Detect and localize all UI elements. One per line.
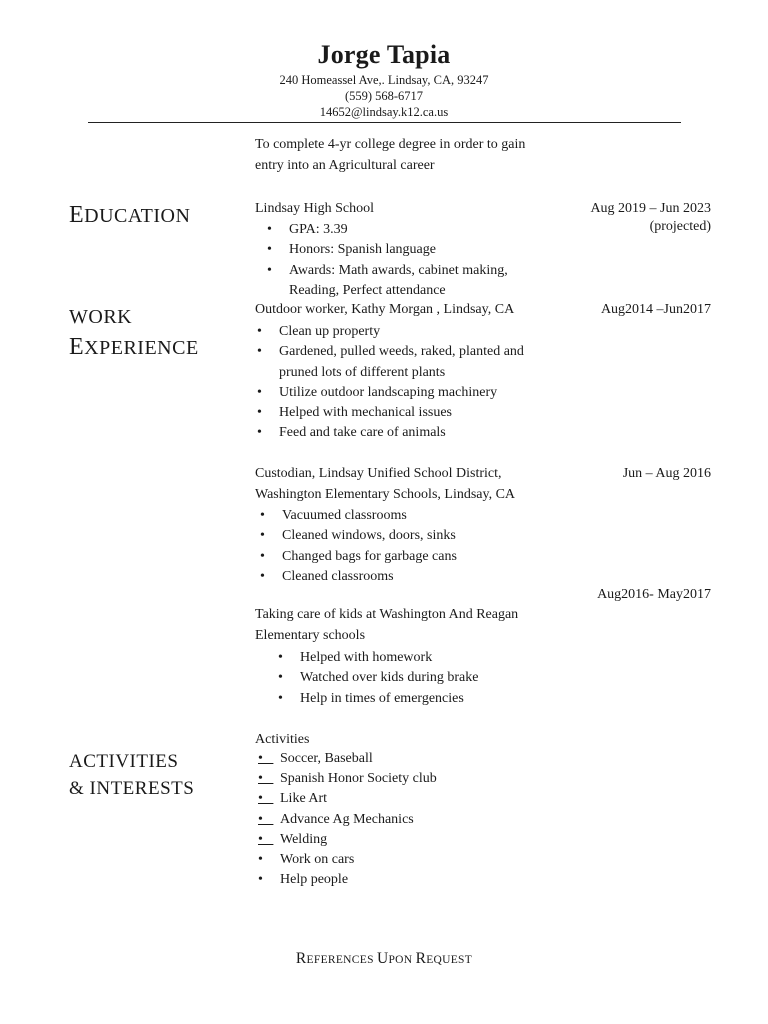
list-item: • Feed and take care of animals	[279, 423, 524, 443]
bullet: •	[258, 831, 274, 847]
list-item: • Clean up property	[279, 322, 524, 342]
list-item: • Watched over kids during brake	[300, 668, 478, 688]
list-item: • Honors: Spanish language	[289, 240, 508, 260]
bullet: •	[258, 791, 274, 807]
education-school: Lindsay High School	[255, 201, 374, 216]
job-dates: Aug2016- May2017	[597, 587, 711, 602]
job-heading: Taking care of kids at Washington And Reagan Elementary schools	[255, 607, 519, 643]
header-divider	[88, 122, 681, 123]
list-item: • Help people	[258, 870, 437, 890]
objective-line: To complete 4-yr college degree in order to gain	[255, 137, 526, 152]
list-item: • Changed bags for garbage cans	[282, 547, 457, 567]
list-item: • Awards: Math awards, cabinet making,	[289, 261, 508, 281]
list-item-continued: pruned lots of different plants	[279, 364, 446, 380]
bullet: •	[258, 872, 263, 888]
list-item: • Gardened, pulled weeds, raked, planted and	[279, 342, 524, 362]
list-item: • Cleaned windows, doors, sinks	[282, 526, 457, 546]
list-item: • Work on cars	[258, 850, 437, 870]
list-item: • Soccer, Baseball	[258, 749, 437, 769]
email: 14652@lindsay.k12.ca.us	[319, 105, 449, 119]
job-duties	[279, 322, 524, 444]
section-title-education: EDUCATION	[69, 202, 191, 228]
list-item: • Utilize outdoor landscaping machinery	[279, 383, 524, 403]
objective-line: entry into an Agricultural career	[255, 157, 435, 173]
job-dates: Jun – Aug 2016	[622, 466, 711, 481]
list-item: • Cleaned classrooms	[282, 567, 457, 587]
phone: (559) 568-6717	[344, 89, 424, 103]
list-item: • Help in times of emergencies	[300, 689, 478, 709]
list-item: • Welding	[258, 830, 437, 850]
education-list	[289, 220, 508, 301]
job-heading: Outdoor worker, Kathy Morgan , Lindsay, CA	[255, 302, 515, 317]
bullet: •	[258, 751, 274, 766]
list-item: • Vacuumed classrooms	[282, 506, 457, 526]
bullet: •	[258, 771, 274, 787]
activities-heading: Activities	[255, 732, 310, 747]
bullet: •	[258, 852, 263, 868]
references-note: REFERENCES UPON REQUEST	[295, 950, 473, 967]
job-duties	[282, 506, 457, 587]
job-duties	[300, 648, 478, 709]
objective	[255, 135, 525, 176]
job-dates: Aug2014 –Jun2017	[600, 302, 711, 317]
education-dates: Aug 2019 – Jun 2023 (projected)	[590, 201, 711, 234]
list-item: • Helped with mechanical issues	[279, 403, 524, 423]
list-item: • Advance Ag Mechanics	[258, 810, 437, 830]
job-heading: Custodian, Lindsay Unified School District, Washington Elementary Schools, Lindsay, CA	[255, 466, 516, 502]
address: 240 Homeassel Ave,. Lindsay, CA, 93247	[279, 73, 489, 87]
list-item: • Like Art	[258, 789, 437, 809]
list-item-continued: Reading, Perfect attendance	[289, 282, 446, 298]
activities-list	[258, 749, 437, 890]
bullet: •	[258, 811, 274, 827]
list-item: • Spanish Honor Society club	[258, 769, 437, 789]
list-item: • GPA: 3.39	[289, 220, 508, 240]
resume-name: Jorge Tapia	[317, 40, 451, 69]
list-item: • Helped with homework	[300, 648, 478, 668]
section-title-activities: ACTIVITIES & INTERESTS	[69, 751, 195, 799]
section-title-work-experience: WORK EXPERIENCE	[69, 306, 199, 360]
